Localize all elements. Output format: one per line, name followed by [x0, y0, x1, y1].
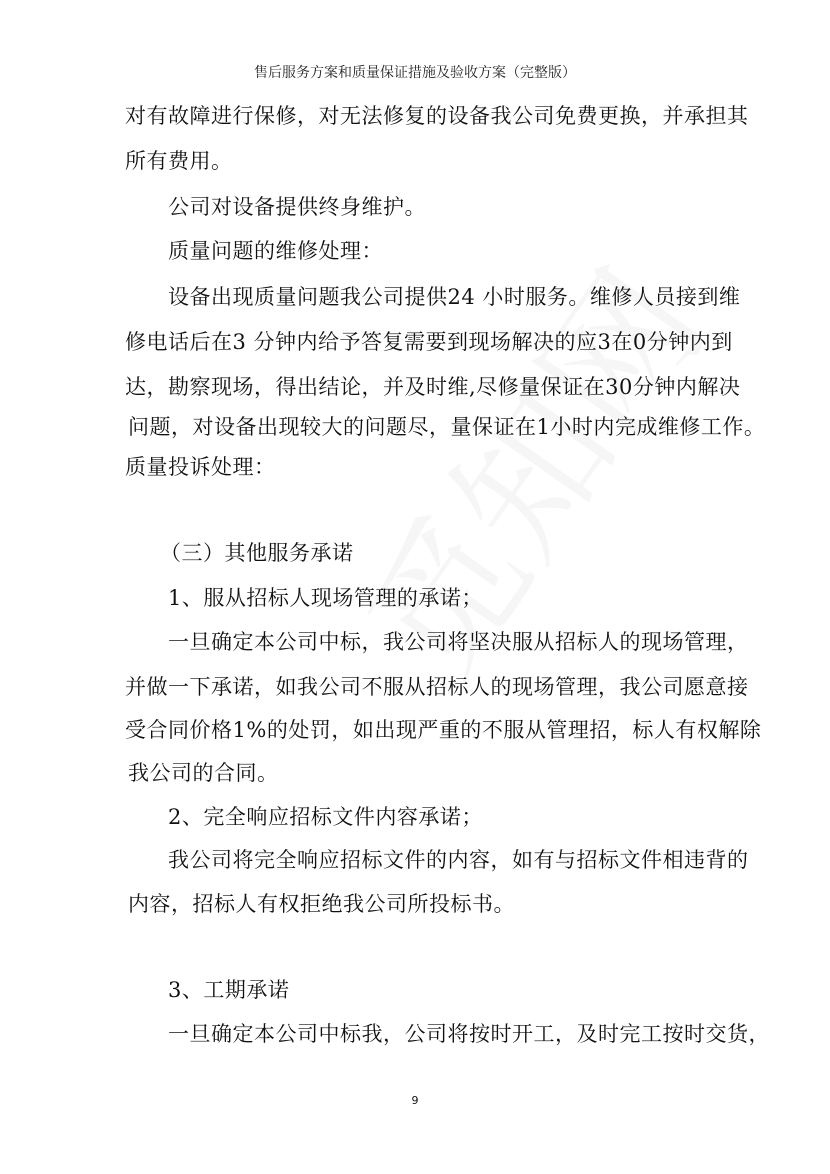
paragraph-line: 问题，对设备出现较大的问题尽，量保证在1小时内完成维修工作。	[128, 415, 766, 439]
paragraph-line: 一旦确定本公司中标，我公司将坚决服从招标人的现场管理，	[168, 630, 749, 654]
paragraph-line: 我公司的合同。	[128, 761, 279, 785]
page-number: 9	[411, 1094, 419, 1107]
subheading: 3、工期承诺	[168, 978, 290, 1002]
paragraph-line: 公司对设备提供终身维护。	[168, 195, 426, 219]
subheading: 2、完全响应招标文件内容承诺；	[168, 805, 483, 829]
section-heading: （三）其他服务承诺	[160, 541, 354, 565]
paragraph-line: 质量投诉处理：	[125, 455, 276, 479]
page-header: 售后服务方案和质量保证措施及验收方案（完整版）	[254, 65, 576, 81]
paragraph-line: 一旦确定本公司中标我，公司将按时开工，及时完工按时交货，	[168, 1022, 770, 1046]
paragraph-line: 内容，招标人有权拒绝我公司所投标书。	[128, 892, 515, 916]
paragraph-line: 并做一下承诺，如我公司不服从招标人的现场管理，我公司愿意接	[125, 675, 749, 699]
paragraph-line: 修电话后在3 分钟内给予答复需要到现场解决的应3在0分钟内到	[125, 330, 733, 354]
paragraph-line: 达，勘察现场，得出结论，并及时维,尽修量保证在30分钟内解决	[125, 375, 741, 399]
paragraph-line: 质量问题的维修处理：	[168, 239, 383, 263]
paragraph-line: 设备出现质量问题我公司提供24 小时服务。维修人员接到维	[168, 285, 741, 309]
paragraph-line: 我公司将完全响应招标文件的内容，如有与招标文件相违背的	[168, 848, 749, 872]
paragraph-line: 所有费用。	[125, 149, 233, 173]
paragraph-line: 受合同价格1%的处罚，如出现严重的不服从管理招，标人有权解除	[125, 718, 762, 742]
paragraph-line: 对有故障进行保修，对无法修复的设备我公司免费更换，并承担其	[125, 104, 749, 128]
subheading: 1、服从招标人现场管理的承诺；	[168, 586, 483, 610]
